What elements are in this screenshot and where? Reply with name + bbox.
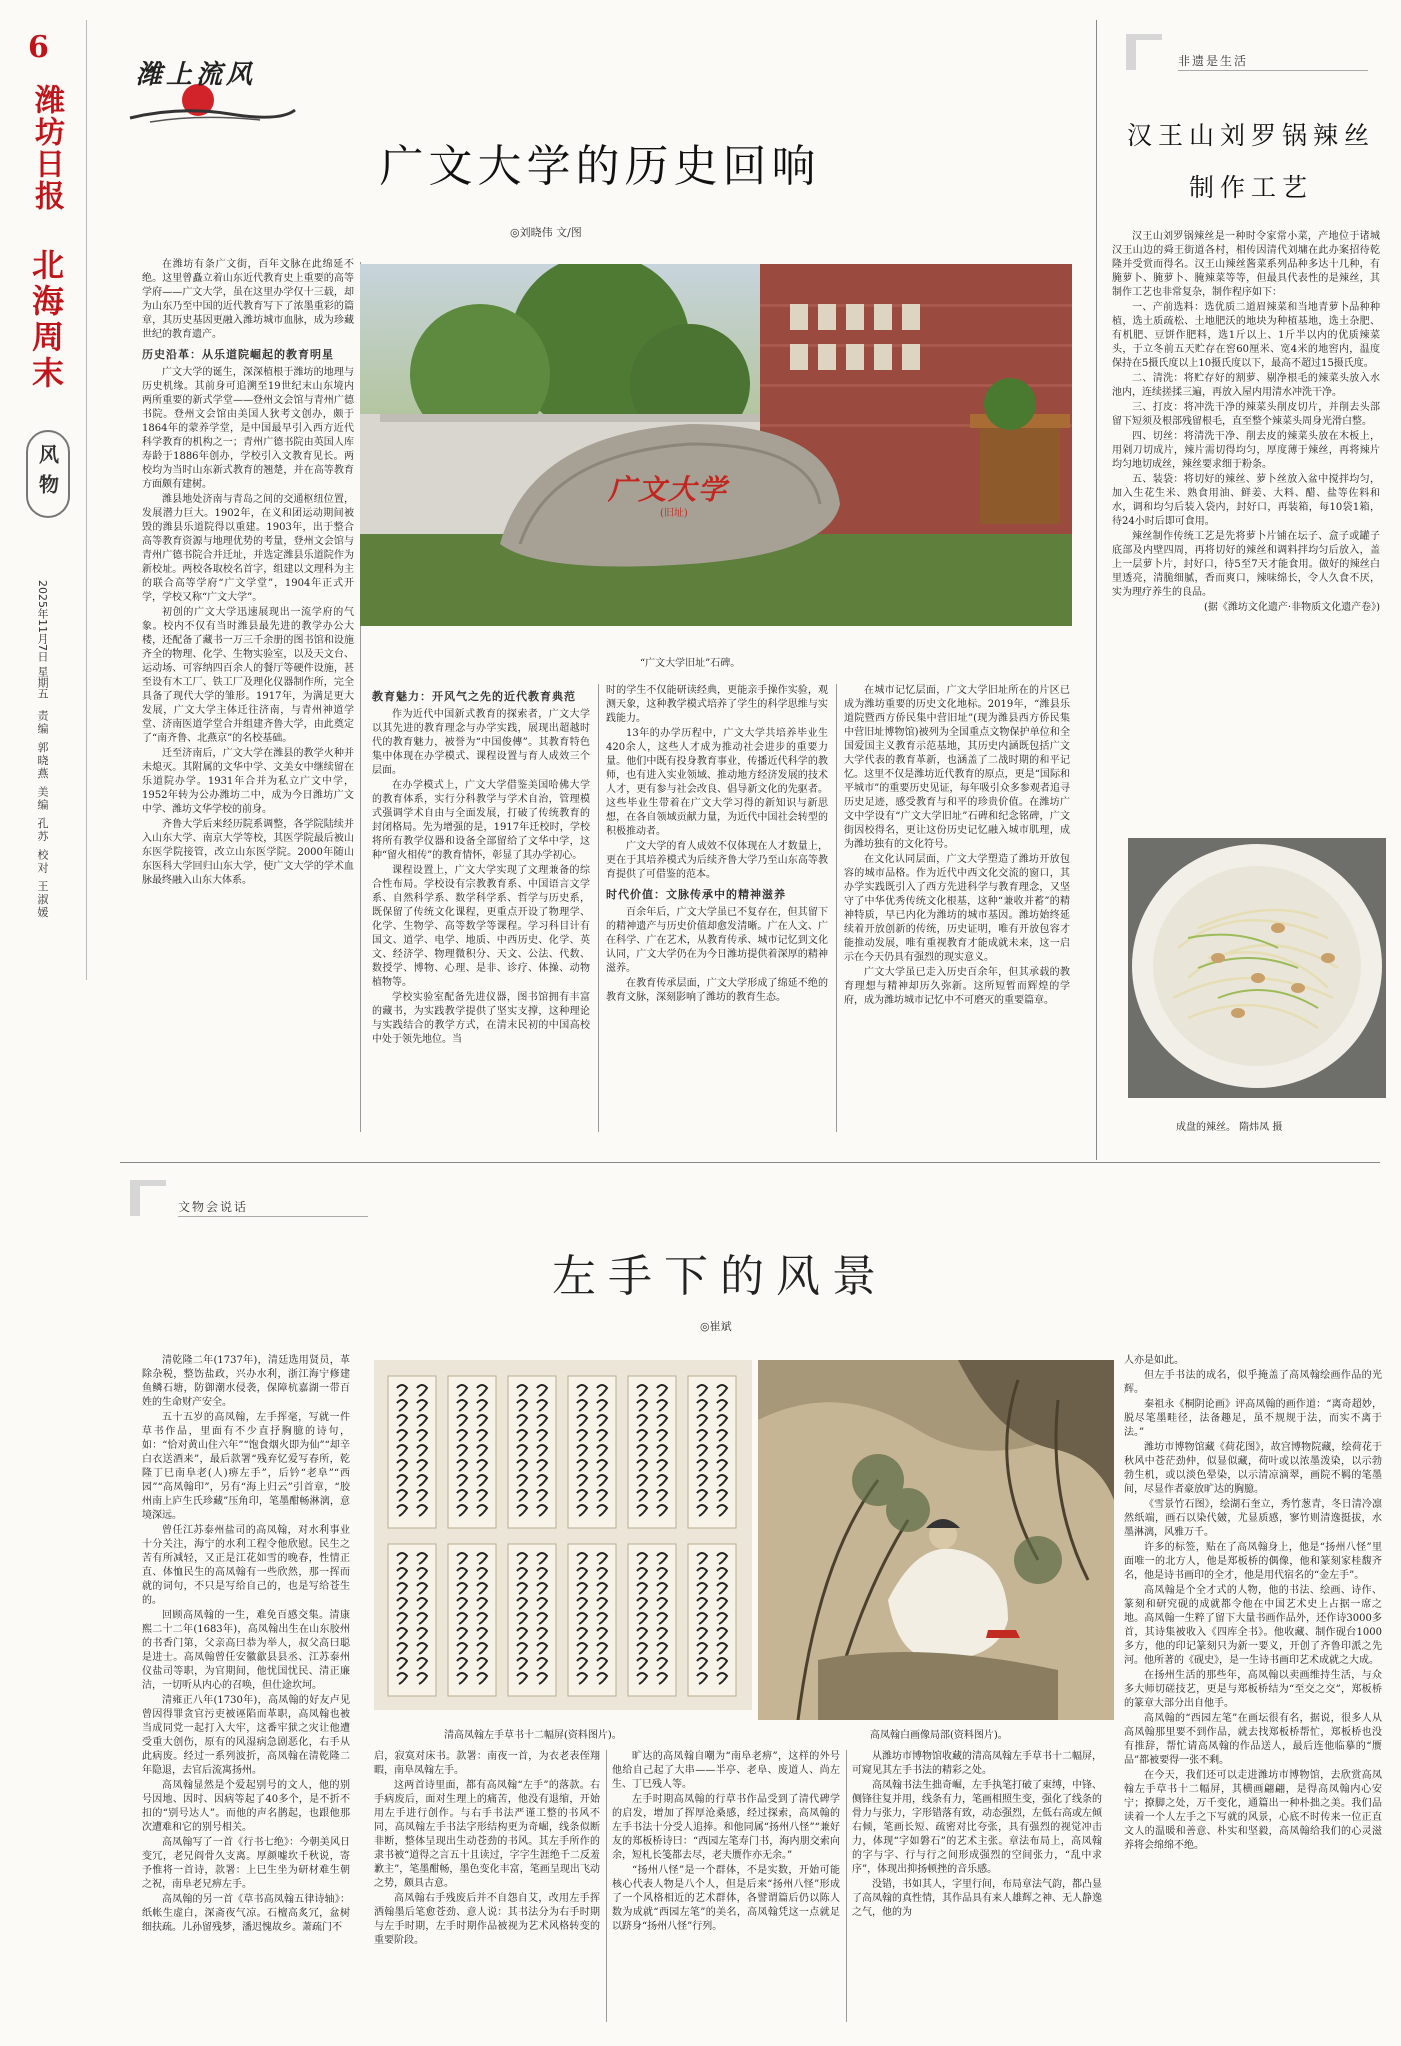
article1-intro: 在潍坊有条广文街，百年文脉在此绵延不绝。这里曾矗立着山东近代教育史上重要的高等学府——广文大学，虽在这里办学仅十三载，却为山东乃至中国的近代教育写下了浓墨重彩的篇章，其历史基因更融入潍坊城市血脉，成为珍藏世纪的教育遗产。 <box>142 259 354 340</box>
paragraph: 广文大学的育人成效不仅体现在人才数量上，更在于其培养模式为后续齐鲁大学乃至山东高等教育提供了可借鉴的范本。 <box>606 841 828 880</box>
article1-col3 <box>606 684 828 1006</box>
article3-colB <box>374 1750 600 1949</box>
article2-body <box>1112 230 1380 616</box>
article3-title: 左手下的风景 <box>552 1251 888 1302</box>
paragraph: 但左手书法的成名，似乎掩盖了高凤翰绘画作品的光辉。 <box>1124 1370 1382 1395</box>
paragraph: 高凤翰显然是个爱起别号的文人，他的别号因地、因时、因病等起了40多个，是不折不扣的“别号达人”。而他的声名鹊起，也跟他那次遭难和它的别号相关。 <box>142 1780 350 1833</box>
column-logo <box>120 48 300 128</box>
calligraphy-screens-photo <box>374 1360 752 1710</box>
paragraph: 在今天，我们还可以走进潍坊市博物馆，去欣赏高凤翰左手草书十二幅屏，其横画翩翩，是得高凤翰内心安宁；撩脚之处，万千变化，通篇出一种朴拙之美。我们品读着一个人左手之下写就的风景，心底不时传来一位正直文人的温暖和善意、朴实和坚毅，高凤翰给我们的心灵滋养将会绵绵不绝。 <box>1124 1770 1382 1851</box>
paragraph: 高凤翰写了一首《行书七绝》：今朝美风日变冗，老兄阎骨久支离。厚颜嘘坎千秋说，寄予惟将一首诗，款署：上巳生坐为研材难生朝之祝，南阜老兄痹左手。 <box>142 1837 350 1890</box>
label-bracket-icon <box>1122 30 1182 70</box>
paragraph: 课程设置上，广文大学实现了文理兼备的综合性布局。学校设有宗教教育系、中国语言文学系、自然科学系、数学科学系、哲学与历史系，既保留了传统文化课程，更重点开设了物理学、化学、生物学、高等数学等课程。学习科目计有国文、道学、电学、地质、中西历史、化学、英文、经济学、物理微积分、天文、公法、代数、数授学、博物、心理、是非、诊疗、体操、动物植物等。 <box>372 865 590 988</box>
issue-weekday: 星期五 <box>36 666 49 699</box>
article3-colE <box>1124 1354 1382 1854</box>
paragraph: 学校实验室配备先进仪器，图书馆拥有丰富的藏书，为实践教学提供了坚实支撑，这种理论与实践结合的教学方式，在清末民初的中国高校中处于领先地位。当 <box>372 992 590 1045</box>
scroll-panel <box>448 1544 496 1696</box>
article3-caption-2: 高凤翰白画像局部(资料图片)。 <box>870 1730 1008 1741</box>
paragraph: 高凤翰的“西园左笔”在画坛很有名，据说，很多人从高凤翰那里要不到作品，就去找郑板桥帮忙，郑板桥也没有推辞，帮忙请高凤翰的作品送人，最后连他临摹的“赝品”都被要得一张不剩。 <box>1124 1713 1382 1766</box>
paragraph: 辣丝制作传统工艺是先将萝卜片铺在坛子、盒子或罐子底部及内壁四周，再将切好的辣丝和调料拌均匀后放入，盖上一层萝卜片，封好口，待5至7天才能食用。做好的辣丝白里透亮，清脆细腻，香而爽口，辣味绵长，令人久食不厌，实为理疗养生的良品。 <box>1112 531 1380 598</box>
issue-date: 2025年11月7日 <box>36 580 49 662</box>
paragraph: 高凤翰是个全才式的人物，他的书法、绘画、诗作、篆刻和研究砚的成就都令他在中国艺术史上占据一席之地。高凤翰一生粹了留下大量书画作品外，还作诗3000多首，其诗集被收入《四库全书》。他收藏、制作砚台1000多方，他的印记篆刻只为新一要义，开创了齐鲁印派之先河。他所著的《砚史》，是一生诗书画印艺术成就之大成。 <box>1124 1585 1382 1666</box>
article2-source: (据《潍坊文化遗产·非物质文化遗产卷》) <box>1204 602 1380 613</box>
paragraph: 高凤翰的另一首《草书高凤翰五律诗轴》：纸帐生虚白，深斋夜气凉。石檀高炙冗，盆树细扶疏。儿孙留残梦，潘迟愧故乡。萧疏门不 <box>142 1894 350 1933</box>
paragraph: 秦祖永《桐阴论画》评高凤翰的画作道：“离奇超妙，脱尽笔墨畦径，法备趣足，虽不规规于法，而实不离于法。” <box>1124 1399 1382 1438</box>
paragraph: 从潍坊市博物馆收藏的清高凤翰左手草书十二幅屏，可窥见其左手书法的精彩之处。 <box>852 1751 1102 1776</box>
article1-photo-caption: “广文大学旧址”石碑。 <box>640 658 741 669</box>
scroll-panel <box>568 1544 616 1696</box>
article1-col1 <box>142 258 354 889</box>
spicy-shreds-photo <box>1128 838 1386 1098</box>
section-name: 风物 <box>35 444 60 504</box>
article3-label: 文物会说话 <box>178 1200 249 1214</box>
column-divider <box>598 684 599 1132</box>
paragraph: 曾任江苏泰州盐司的高凤翰，对水利事业十分关注，海宁的水利工程令他欣慰。民生之苦有所减轻，又正是江花如雪的晚春，性情正直、体恤民生的高凤翰有一些欣然，那一挥而就的词句，不只是写给自己的，也是写给苍生的。 <box>142 1525 350 1606</box>
stone-inscription: 广文大学 <box>608 473 729 506</box>
scroll-panel <box>688 1376 736 1528</box>
paragraph: 在教育传承层面，广文大学形成了绵延不绝的教育文脉，深刻影响了潍坊的教育生态。 <box>606 978 828 1003</box>
article1-col4 <box>844 684 1070 1009</box>
paragraph: 旷达的高凤翰自嘲为“南阜老痹”，这样的外号他给自己起了大串——半亭、老阜、废道人、尚左生、丁巳残人等。 <box>612 1751 840 1790</box>
paragraph: 在办学模式上，广文大学借鉴美国哈佛大学的教育体系，实行分科教学与学术自治，管理模式强调学术自由与全面发展，打破了传统教育的封闭格局。先为增强的是，1917年迁校时，学校将所有教学仪器和设备全部留给了文华中学，这种“留火相传”的教育情怀，彰显了其办学初心。 <box>372 780 590 861</box>
paragraph: 清乾隆二年(1737年)，清廷选用贤员，革除杂税，整饬盐政，兴办水利，浙江海宁修建鱼鳞石塘，防御潮水侵袭，保障杭嘉湖一带百姓的生命财产安全。 <box>142 1355 350 1408</box>
scroll-panel <box>388 1376 436 1528</box>
stone-inscription-sub: (旧址) <box>660 508 688 519</box>
column-divider <box>606 1750 607 2022</box>
article1-subheading-2: 教育魅力：开风气之先的近代教育典范 <box>372 690 576 703</box>
article3-label-box <box>126 1176 376 1226</box>
editor-credits: 责编 郭晓燕 美编 孔苏 校对 王淑媛 <box>36 710 49 920</box>
horizontal-divider <box>120 1162 1380 1163</box>
paragraph: 广文大学虽已走入历史百余年，但其承载的教育理想与精神却历久弥新。这所短暂而辉煌的学府，成为潍坊城市记忆中不可磨灭的重要篇章。 <box>844 967 1070 1006</box>
article3-colA <box>142 1354 350 1936</box>
paragraph: 人亦是如此。 <box>1124 1355 1184 1366</box>
paragraph: 五、装袋：将切好的辣丝、萝卜丝放入盆中搅拌均匀，加入生花生米、熟食用油、鲜姜、大料、醋、盐等佐料和水，调和均匀后装入袋内，封好口，再装箱，每10袋1箱，待24小时后即可食用。 <box>1112 474 1380 527</box>
article1-subheading-1: 历史沿革：从乐道院崛起的教育明星 <box>142 348 334 361</box>
article1-subheading-3: 时代价值：文脉传承中的精神滋养 <box>606 888 786 901</box>
paragraph: 左手时期高凤翰的行草书作品受到了清代碑学的启发，增加了挥厚沧桑感，经过探索，高凤翰的左手书法十分受人追捧。和他同属“扬州八怪”“兼好友的郑板桥诗曰：“西园左笔寿门书，海内朋交索向余，短札长笺都去尽，老夫赝作亦无余。” <box>612 1794 840 1861</box>
paragraph: 启，寂寞对床书。款署：南夜一首，为衣老表侄翔暇，南阜凤翰左手。 <box>374 1751 600 1776</box>
masthead <box>20 20 80 980</box>
page-number: 6 <box>28 30 49 65</box>
article2-label: 非遗是生活 <box>1178 54 1249 68</box>
masthead-divider <box>86 20 87 980</box>
paragraph: 回顾高凤翰的一生，难免百感交集。清康熙二十二年(1683年)，高凤翰出生在山东胶州的书香门第，父亲高曰恭为举人，叔父高曰聪是进士。高凤翰曾任安徽歙县县丞、江苏泰州仪盐司等职，为官期间，他忧国忧民、清正廉洁，一切听从内心的召唤，但仕途坎坷。 <box>142 1610 350 1691</box>
article3-colC <box>612 1750 840 1935</box>
paragraph: 潍县地处济南与青岛之间的交通枢纽位置，发展潜力巨大。1902年，在义和团运动期间被毁的潍县乐道院得以重建。1903年，出于整合高等教育资源与地理优势的考量，登州文会馆与青州广德书院合并迁址，并选定潍县乐道院作为新校址。两校各取校名首字，组建以文理科为主的联合高等学府“广文学堂”，1904年正式开学，学校又称“广文大学”。 <box>142 494 354 603</box>
article2-photo-caption: 成盘的辣丝。 隋炜凤 摄 <box>1176 1122 1283 1133</box>
column-divider <box>846 1750 847 2022</box>
label-bracket-icon <box>126 1176 186 1216</box>
scroll-panel <box>568 1376 616 1528</box>
column-logo-text: 潍上流风 <box>136 60 257 90</box>
paragraph: 在文化认同层面，广文大学塑造了潍坊开放包容的城市品格。作为近代中西文化交流的窗口，其办学实践既引入了西方先进科学与教育理念，又坚守了中华优秀传统文化根基，这种“兼收并蓄”的精神特质，早已内化为潍坊的城市基因。潍坊始终延续着开放创新的传统，历史证明，唯有开放包容才能推动发展，唯有重视教育才能成就未来，这一启示在今天仍具有强烈的现实意义。 <box>844 854 1070 963</box>
scroll-panel <box>388 1544 436 1696</box>
scroll-panel <box>628 1544 676 1696</box>
article2-title: 汉王山刘罗锅辣丝制作工艺 <box>1126 121 1375 202</box>
paper-name: 潍坊日报 <box>29 84 64 212</box>
paragraph: 百余年后，广文大学虽已不复存在，但其留下的精神遗产与历史价值却愈发清晰。广在人文、广在科学、广在艺术，从教育传承、城市记忆到文化认同，广文大学仍在为今日潍坊提供着深厚的精神滋养。 <box>606 907 828 974</box>
paragraph: 在扬州生活的那些年，高凤翰以卖画维持生活，与众多大师切磋技艺，更是与郑板桥结为“至交之交”，郑板桥的篆章大部分出自他手。 <box>1124 1670 1382 1709</box>
paragraph: 没错，书如其人，字里行间，布局章法气韵，都凸显了高凤翰的真性情，其作品具有来人雄辉之神、无人静逸之气，他的为 <box>852 1879 1102 1918</box>
paragraph: 清雍正八年(1730年)，高凤翰的好友卢见曾因得罪贪官污吏被诬陷而革职，高凤翰也被当成同党一起打入大牢，这番牢狱之灾让他遭受重大创伤，原有的风湿病急剧恶化，右手从此病废。经过一系列波折，高凤翰在清乾隆二年隐退，去官后流寓扬州。 <box>142 1695 350 1776</box>
edition-name: 北海周末 <box>27 248 65 392</box>
article1-col2 <box>372 690 590 1048</box>
paragraph: 13年的办学历程中，广文大学共培养毕业生420余人，这些人才成为推动社会进步的重要力量。他们中既有投身教育事业，传播近代科学的教师，也有进入实业领域、推动地方经济发展的技术人才，更有参与社会改良、倡导新文化的先驱者。这些毕业生带着在广文大学习得的新知识与新思想，在各自领域贡献力量，为近代中国社会转型的积极推动者。 <box>606 728 828 837</box>
paragraph: 三、打皮：将冲洗干净的辣菜头削皮切片，并削去头部留下短须及根部残留根毛，直至整个辣菜头周身光滑白整。 <box>1112 402 1380 427</box>
guangwen-stone-photo <box>360 264 1072 626</box>
article2-label-box <box>1122 30 1372 80</box>
article3-colD <box>852 1750 1102 1921</box>
paragraph: 许多的标签，贴在了高凤翰身上，他是“扬州八怪”里面唯一的北方人，他是郑板桥的偶像，他和篆刻家桂馥齐名，他是诗书画印的全才，他是用代宿名的“金左手”。 <box>1124 1542 1382 1581</box>
article1-title: 广文大学的历史回响 <box>379 141 821 192</box>
scroll-panel <box>508 1544 556 1696</box>
article3-caption-1: 清高凤翰左手草书十二幅屏(资料图片)。 <box>444 1730 622 1741</box>
scroll-panel <box>448 1376 496 1528</box>
column-divider <box>836 684 837 1132</box>
article3-byline: ◎崔斌 <box>700 1320 732 1333</box>
scroll-panel <box>508 1376 556 1528</box>
paragraph: 汉王山刘罗锅辣丝是一种时令家常小菜，产地位于诸城汉王山边的舜王街道各村，相传因清代刘墉在此办案招待乾隆并受赏而得名。汉王山辣丝酱菜系列品种多达十几种，有腌萝卜、腌萝卜、腌辣菜等等，但最具代表性的是辣丝，其制作工艺也非常复杂，制作程序如下： <box>1112 231 1380 298</box>
paragraph: 二、清洗：将贮存好的割萝、剔净根毛的辣菜头放入水池内，连续搓揉三遍，再放入屋内用清水冲洗干净。 <box>1112 373 1380 398</box>
paragraph: 广文大学的诞生，深深植根于潍坊的地理与历史机缘。其前身可追溯至19世纪末山东境内两所重要的新式学堂——登州文会馆与青州广德书院。登州文会馆由美国人狄考文创办，颇于1864年的蒙养学堂，是中国最早引入西方近代科学教育的机构之一；青州广德书院由英国人库寿龄于1886年创办，学校引入文教育见长。两校均为当时山东新式教育的翘楚，并在高等教育方面颇有建树。 <box>142 367 354 490</box>
scroll-panel <box>688 1544 736 1696</box>
paragraph: 一、产前选料：选优质二道眉辣菜和当地青萝卜品种种植，选土质疏松、土地肥沃的地块为种植基地，选土杂肥、有机肥、豆饼作肥料，选1斤以上、1斤半以内的优质辣菜头，于立冬前五天贮存在窖60厘米、宽4米的地窖内，温度保持在5摄氏度以上10摄氏度以下，最高不超过15摄氏度。 <box>1112 302 1380 369</box>
paragraph: 潍坊市博物馆藏《荷花图》，故宫博物院藏，绘荷花于秋风中苍茫劲仲，似显似藏，荷叶或以浓墨泼染，以示勃勃生机，或以淡色晕染，以示清凉滴翠，画院不羁的笔墨间，尽显作者豪放旷达的胸臆。 <box>1124 1442 1382 1495</box>
section-divider <box>1096 20 1097 1160</box>
paragraph: 在城市记忆层面，广文大学旧址所在的片区已成为潍坊重要的历史文化地标。2019年，“潍县乐道院暨西方侨民集中营旧址”(现为潍县西方侨民集中营旧址博物馆)被列为全国重点文物保护单位和全国爱国主义教育示范基地，其历史内涵既包括广文大学代表的教育革新，也涵盖了二战时期的和平记忆。这里不仅是潍坊近代教育的原点，更是“国际和平城市”的重要历史见证，每年吸引众多参观者追寻历史足迹，感受教育与和平的珍贵价值。在潍坊广文中学设有“广文大学旧址”石碑和纪念铭碑，广文街因校得名，更让这份历史记忆融入城市肌理，成为潍坊独有的文化符号。 <box>844 685 1070 850</box>
paragraph: 五十五岁的高凤翰，左手挥毫，写就一件草书作品，里面有不少直抒胸臆的诗句，如：“恰对黄山住六年”“饱食烟火即为仙”“却辛白衣送酒来”，最后款署“残弃忆爱写春所，乾隆丁巳南阜老(人)痹左手”，后钤“老阜”“西园”“高凤翰印”，另有“海上归云”引首章，“胶州南上庐生氏珍藏”压角印，笔墨酣畅淋漓，意境深远。 <box>142 1412 350 1521</box>
self-portrait-photo <box>758 1360 1114 1720</box>
paragraph: 《雪景竹石图》，绘湖石奎立，秀竹葱青，冬日清冷凛然纸端，画石以染代皴，尤显质感，寥竹则清逸挺拔，水墨淋漓，风雅万千。 <box>1124 1499 1382 1538</box>
paragraph: 高凤翰右手残废后并不自怨自艾，改用左手挥洒翰墨后笔愈苍劲、意人说：其书法分为右手时期与左手时期，左手时期作品被视为艺术风格转变的重要阶段。 <box>374 1893 600 1946</box>
paragraph: 齐鲁大学后来经历院系调整，各学院陆续并入山东大学、南京大学等校，其医学院最后被山东医学院接管，改立山东医学院。2000年随山东医科大学回归山东大学，使广文大学的学术血脉最终融入山东大体系。 <box>142 819 354 886</box>
section-badge <box>26 430 70 518</box>
article1-byline: ◎刘晓伟 文/图 <box>510 226 582 239</box>
scroll-panel <box>628 1376 676 1528</box>
paragraph: 作为近代中国新式教育的探索者，广文大学以其先进的教育理念与办学实践，展现出超越时代的教育魅力，被誉为“中国俊傳”。其教育特色集中体现在办学模式、课程设置与育人成效三个层面。 <box>372 709 590 776</box>
paragraph: 初创的广文大学迅速展现出一流学府的气象。校内不仅有当时潍县最先进的教学办公大楼，还配备了藏书一万三千余册的图书馆和设施齐全的物理、化学、生物实验室，以及天文台、运动场、可容纳四百余人的餐厅等硬件设施，甚至设有木工厂、铁工厂及理化仪器制作所，完全具备了现代大学的雏形。1917年，为满足更大发展，广文大学主体迁往济南，与青州神道学堂、济南医道学堂合并组建齐鲁大学，由此奠定了“南齐鲁、北燕京”的名校基础。 <box>142 607 354 744</box>
paragraph: 四、切丝：将清洗干净、削去皮的辣菜头放在木板上，用剁刀切成片，辣片需切得均匀，厚度薄于辣丝，再将辣片均匀地切成丝，辣丝要求细于粉条。 <box>1112 431 1380 470</box>
paragraph: “扬州八怪”是一个群体，不是实数，开始可能核心代表人物是八个人，但是后来“扬州八怪”形成了一个风格相近的艺术群体，各譬谓篇后仍以陈人数为成就“西园左笔”的美名，高凤翰凭这一点就足以跻身“扬州八怪”行列。 <box>612 1865 840 1932</box>
paragraph: 这两首诗里面，都有高凤翰“左手”的落款。右手病废后，面对生理上的痛苦，他没有退缩，开始用左手进行创作。与右手书法严谨工整的书风不同，高凤翰左手书法字形结构更为奇崛，线条似断非断，整体呈现出生动苍劲的书风。其左手所作的隶书被“道得之言五十且读过，字字生涯绝千二反羞歉主”，笔墨酣畅，墨色变化丰富，笔画呈现出飞动之势，颇具古意。 <box>374 1780 600 1889</box>
paragraph: 迁至济南后，广文大学在潍县的教学火种并未熄灭。其附属的文华中学、文美女中继续留在乐道院办学。1931年合并为私立广文中学，1952年转为公办潍坊二中，成为今日潍坊广文中学、潍坊文华学校的前身。 <box>142 748 354 815</box>
paragraph: 高凤翰书法生拙奇崛，左手执笔打破了束缚，中锋、侧锋往复并用，线条有力，笔画相照生变，强化了线条的骨力与张力，字形错落有致，动态强烈，左低右高或左倾右倾，笔画长短、疏密对比夸张，具有强烈的视觉冲击力，体现“字如磐石”的艺术主张。章法布局上，高凤翰的字与字、行与行之间形成强烈的空间张力，“乱中求序”，体现出抑扬顿挫的音乐感。 <box>852 1780 1102 1875</box>
paragraph: 时的学生不仅能研读经典，更能亲手操作实验，观测天象，这种教学模式培养了学生的科学思维与实践能力。 <box>606 685 828 724</box>
